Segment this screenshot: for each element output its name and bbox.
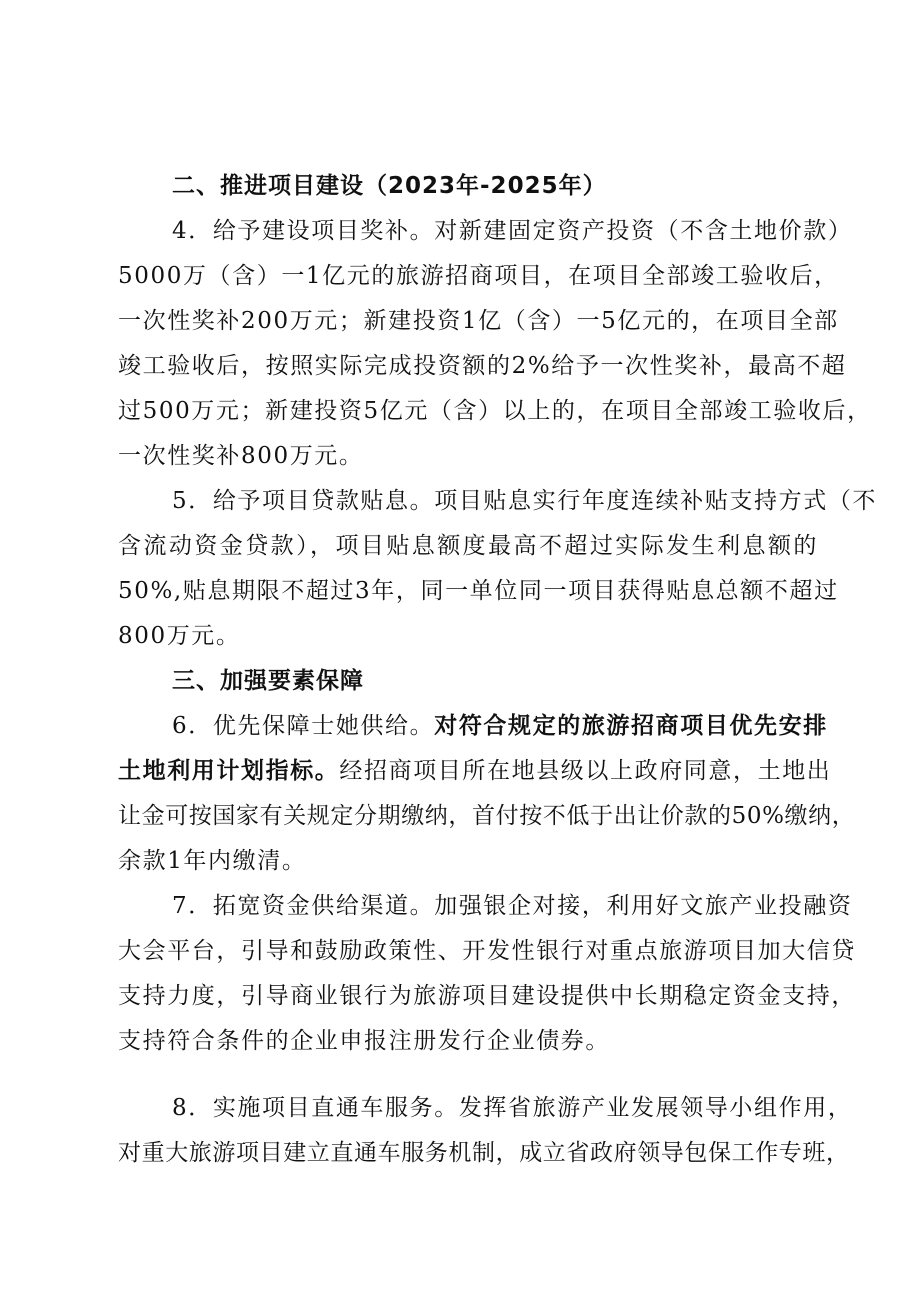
item7-line-1: 7．拓宽资金供给渠道。加强银企对接，利用好文旅产业投融资 bbox=[172, 893, 853, 919]
item6-title: 6．优先保障士她供给。 bbox=[172, 713, 435, 739]
item4-line-2: 5000万（含）一1亿元的旅游招商项目，在项目全部竣工验收后， bbox=[118, 263, 839, 289]
section-heading-3: 三、加强要素保障 bbox=[172, 668, 364, 694]
item4-line-4: 竣工验收后，按照实际完成投资额的2%给予一次性奖补，最高不超 bbox=[118, 353, 847, 379]
item7-line-2: 大会平台，引导和鼓励政策性、开发性银行对重点旅游项目加大信贷 bbox=[118, 938, 856, 964]
item7-line-4: 支持符合条件的企业申报注册发行企业债券。 bbox=[118, 1028, 610, 1054]
item6-line-4: 余款1年内缴清。 bbox=[118, 848, 307, 874]
section-heading-2: 二、推进项目建设（2023年-2025年） bbox=[172, 173, 607, 199]
item4-line-5: 过500万元；新建投资5亿元（含）以上的，在项目全部竣工验收后， bbox=[118, 398, 872, 424]
item8-line-2: 对重大旅游项目建立直通车服务机制，成立省政府领导包保工作专班， bbox=[118, 1140, 850, 1166]
item6-line-3: 让金可按国家有关规定分期缴纳，首付按不低于出让价款的50%缴纳， bbox=[118, 803, 856, 829]
item8-line-1: 8．实施项目直通车服务。发挥省旅游产业发展领导小组作用， bbox=[172, 1095, 853, 1121]
item6-text-2: 经招商项目所在地县级以上政府同意，土地出 bbox=[339, 758, 832, 784]
item6-line-1 bbox=[172, 705, 828, 747]
item6-emphasis-1: 对符合规定的旅游招商项目优先安排 bbox=[434, 713, 828, 739]
item4-line-6: 一次性奖补800万元。 bbox=[118, 443, 364, 469]
item4-line-1: 4．给予建设项目奖补。对新建固定资产投资（不含土地价款） bbox=[172, 218, 853, 244]
item7-line-3: 支持力度，引导商业银行为旅游项目建设提供中长期稳定资金支持， bbox=[118, 983, 856, 1009]
item6-emphasis-2: 土地利用计划指标。 bbox=[118, 758, 340, 784]
item5-line-3: 50%,贴息期限不超过3年，同一单位同一项目获得贴息总额不超过 bbox=[118, 578, 839, 604]
item6-line-2 bbox=[118, 750, 832, 792]
item4-line-3: 一次性奖补200万元；新建投资1亿（含）一5亿元的，在项目全部 bbox=[118, 308, 839, 334]
item5-line-1: 5．给予项目贷款贴息。项目贴息实行年度连续补贴支持方式（不 bbox=[172, 488, 878, 514]
item5-line-2: 含流动资金贷款），项目贴息额度最高不超过实际发生利息额的 bbox=[118, 533, 818, 559]
item5-line-4: 800万元。 bbox=[118, 623, 241, 649]
